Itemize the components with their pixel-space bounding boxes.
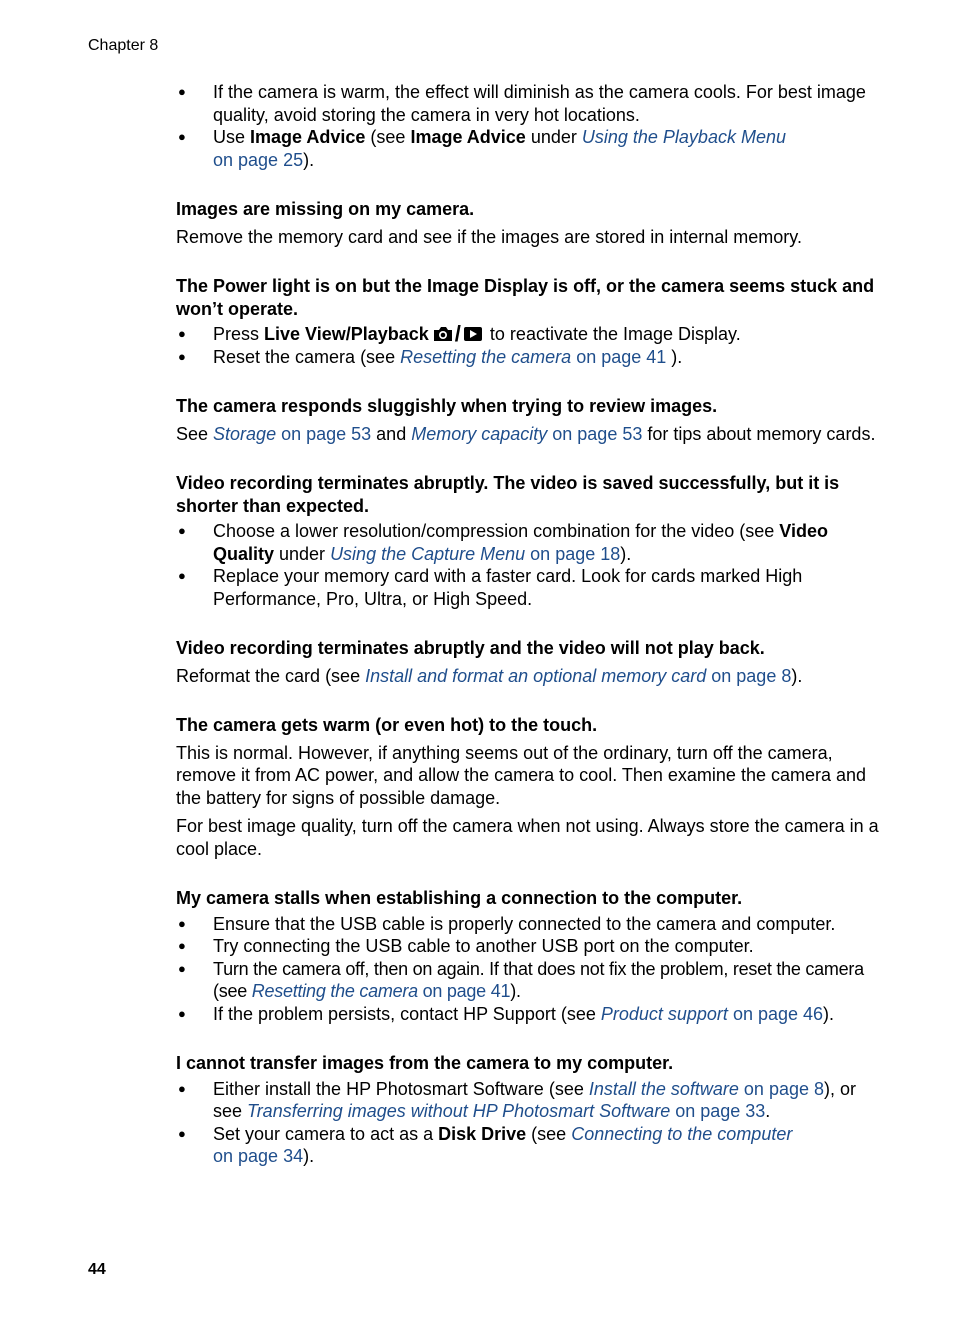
- camera-icon: [433, 326, 453, 342]
- list-item: ● Use Image Advice (see Image Advice under Using the Playback Menu on page 25).: [176, 126, 884, 171]
- link-page-41[interactable]: on page 41: [571, 346, 667, 367]
- link-page-34[interactable]: on page 34: [213, 1146, 304, 1166]
- section-heading: Video recording terminates abruptly and the video will not play back.: [176, 638, 765, 658]
- list-item: ● Set your camera to act as a Disk Drive (see Connecting to the computer on page 34).: [176, 1123, 884, 1168]
- link-capture-menu[interactable]: Using the Capture Menu: [330, 543, 526, 564]
- page-number: 44: [88, 1261, 106, 1278]
- link-storage[interactable]: Storage: [213, 423, 277, 444]
- s8-list: [176, 1078, 884, 1168]
- link-page-41[interactable]: on page 41: [417, 981, 511, 1001]
- icon-separator: /: [454, 321, 461, 346]
- link-page-18[interactable]: on page 18: [525, 543, 621, 564]
- link-page-8[interactable]: on page 8: [738, 1078, 824, 1099]
- section-body: See Storage on page 53 and Memory capacity on page 53 for tips about memory cards.: [176, 423, 876, 444]
- link-playback-menu[interactable]: Using the Playback Menu: [581, 127, 786, 147]
- link-product-support[interactable]: Product support: [600, 1003, 728, 1024]
- section-body: Reformat the card (see Install and format an optional memory card on page 8).: [176, 665, 803, 686]
- link-connecting-computer[interactable]: Connecting to the computer: [571, 1123, 793, 1144]
- link-transferring-images[interactable]: Transferring images without HP Photosmart Software: [247, 1101, 671, 1121]
- link-resetting-camera[interactable]: Resetting the camera: [251, 981, 418, 1001]
- list-item: ● Choose a lower resolution/compression combination for the video (see Video Quality under Using the Capture Menu on page 18).: [176, 520, 884, 565]
- link-page-25[interactable]: on page 25: [213, 149, 304, 170]
- link-resetting-camera[interactable]: Resetting the camera: [400, 346, 572, 367]
- link-page-8[interactable]: on page 8: [706, 665, 792, 686]
- list-item: ● Press Live View/Playback / to reactivate the Image Display.: [176, 323, 884, 346]
- playback-icon: [463, 326, 483, 342]
- section-heading: Images are missing on my camera.: [176, 199, 475, 219]
- section-heading: Video recording terminates abruptly. The video is saved successfully, but it is shorter than expected.: [176, 473, 840, 516]
- list-item: ● Turn the camera off, then on again. If that does not fix the problem, reset the camera (see Resetting the camera on page 41).: [176, 958, 884, 1003]
- list-item: ● Either install the HP Photosmart Software (see Install the software on page 8), or see Transferring images without HP Photosmart Software on page 33.: [176, 1078, 884, 1123]
- link-page-53[interactable]: on page 53: [547, 423, 643, 444]
- section-heading: I cannot transfer images from the camera to my computer.: [176, 1053, 674, 1073]
- intro-list: [176, 81, 884, 171]
- list-item: ● Replace your memory card with a faster card. Look for cards marked High Performance, Pro, Ultra, or High Speed.: [176, 565, 884, 610]
- chapter-header: Chapter 8: [88, 37, 159, 54]
- link-page-33[interactable]: on page 33: [670, 1101, 766, 1121]
- section-heading: The camera responds sluggishly when trying to review images.: [176, 396, 718, 416]
- section-heading: The Power light is on but the Image Display is off, or the camera seems stuck and won’t operate.: [176, 276, 875, 319]
- live-view-playback-icons: [433, 321, 483, 346]
- list-item: ● If the problem persists, contact HP Support (see Product support on page 46).: [176, 1003, 884, 1026]
- s4-list: [176, 520, 884, 610]
- list-item: ● Try connecting the USB cable to another USB port on the computer.: [176, 935, 884, 958]
- page-content: [176, 81, 884, 1168]
- link-install-software[interactable]: Install the software: [588, 1078, 739, 1099]
- list-item: ● If the camera is warm, the effect will diminish as the camera cools. For best image quality, avoid storing the camera in very hot locations.: [176, 81, 884, 126]
- link-page-46[interactable]: on page 46: [727, 1003, 824, 1024]
- section-body: Remove the memory card and see if the images are stored in internal memory.: [176, 226, 802, 247]
- section-heading: My camera stalls when establishing a connection to the computer.: [176, 888, 743, 908]
- list-item: ● Ensure that the USB cable is properly connected to the camera and computer.: [176, 913, 884, 936]
- link-page-53[interactable]: on page 53: [276, 423, 372, 444]
- s7-list: [176, 913, 884, 1026]
- list-item: ● Reset the camera (see Resetting the camera on page 41 ).: [176, 346, 884, 369]
- link-memory-capacity[interactable]: Memory capacity: [411, 423, 548, 444]
- section-body: This is normal. However, if anything seems out of the ordinary, turn off the camera, remove it from AC power, and allow the camera to cool. Then examine the camera and the battery for signs of possible damage.: [176, 742, 867, 808]
- s2-list: [176, 323, 884, 368]
- link-install-format-card[interactable]: Install and format an optional memory card: [365, 665, 707, 686]
- section-heading: The camera gets warm (or even hot) to the touch.: [176, 715, 598, 735]
- section-body: For best image quality, turn off the camera when not using. Always store the camera in a cool place.: [176, 816, 879, 859]
